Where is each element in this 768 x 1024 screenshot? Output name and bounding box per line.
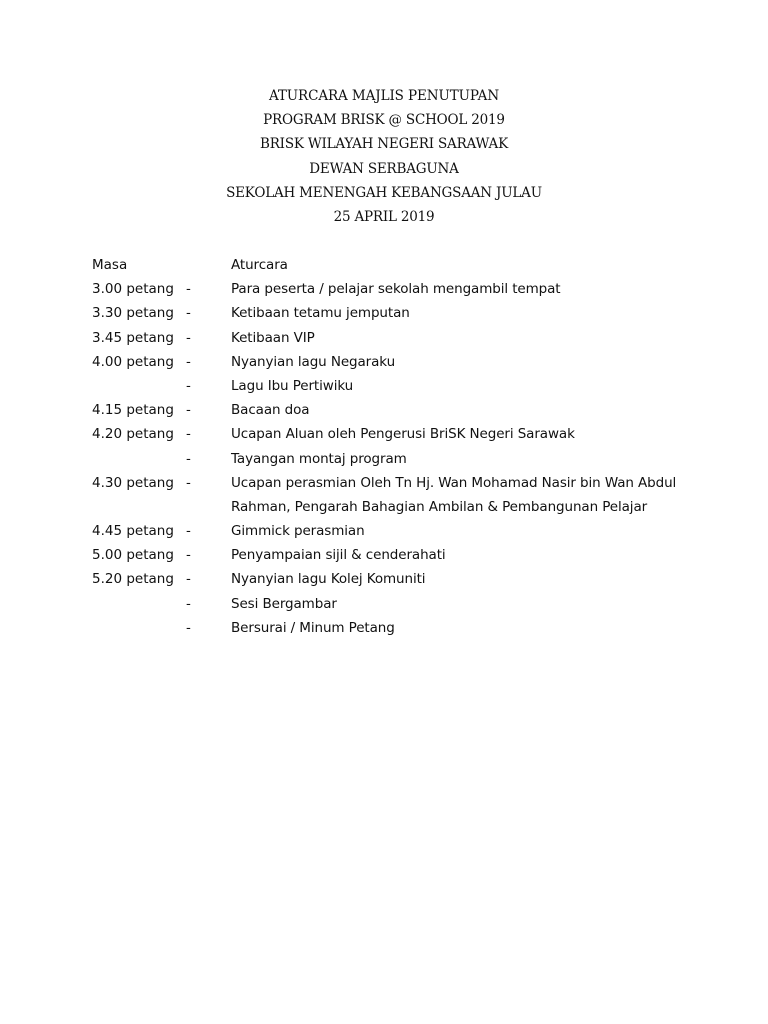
row-item: Lagu Ibu Pertiwiku (231, 377, 354, 394)
row-item: Bacaan doa (231, 402, 310, 419)
column-header-time: Masa (92, 257, 128, 273)
table-row (0, 519, 768, 543)
row-item: Tayangan montaj program (231, 450, 407, 467)
row-dash: - (186, 426, 191, 443)
row-time: 4.00 petang (92, 353, 174, 370)
row-item: Ucapan Aluan oleh Pengerusi BriSK Negeri Sarawak (231, 426, 575, 443)
row-time: 5.20 petang (92, 571, 174, 588)
table-row (0, 326, 768, 350)
table-row (0, 616, 768, 640)
document-header (0, 84, 768, 229)
row-time: 4.45 petang (92, 523, 174, 540)
header-title: ATURCARA MAJLIS PENUTUPAN (268, 88, 500, 104)
row-dash: - (186, 402, 191, 419)
table-row (0, 422, 768, 446)
row-time: 4.30 petang (92, 474, 174, 491)
row-dash: - (186, 595, 191, 612)
row-time: 5.00 petang (92, 547, 174, 564)
row-dash: - (186, 305, 191, 322)
row-dash: - (186, 281, 191, 298)
table-row (0, 374, 768, 398)
row-dash: - (186, 619, 191, 636)
row-time: 3.00 petang (92, 281, 174, 298)
row-item: Ketibaan VIP (231, 329, 315, 346)
row-dash: - (186, 329, 191, 346)
table-row (0, 277, 768, 301)
header-region: BRISK WILAYAH NEGERI SARAWAK (260, 136, 508, 153)
row-dash: - (186, 450, 191, 467)
header-program: PROGRAM BRISK @ SCHOOL 2019 (263, 112, 505, 129)
row-item: Nyanyian lagu Kolej Komuniti (231, 571, 426, 588)
table-row (0, 592, 768, 616)
table-row (0, 447, 768, 471)
row-item: Gimmick perasmian (231, 523, 365, 540)
row-dash: - (186, 547, 191, 564)
row-dash: - (186, 571, 191, 588)
row-dash: - (186, 353, 191, 370)
table-header-row (0, 253, 768, 277)
header-date: 25 APRIL 2019 (333, 208, 435, 225)
table-row (0, 471, 768, 495)
row-dash: - (186, 523, 191, 540)
column-header-item: Aturcara (231, 257, 288, 273)
row-item: Bersurai / Minum Petang (231, 619, 395, 636)
row-item: Penyampaian sijil & cenderahati (231, 547, 446, 564)
row-item: Sesi Bergambar (231, 595, 337, 612)
row-item: Nyanyian lagu Negaraku (231, 353, 396, 370)
table-row (0, 543, 768, 567)
row-item: Rahman, Pengarah Bahagian Ambilan & Pembangunan Pelajar (231, 498, 648, 515)
table-row (0, 398, 768, 422)
schedule-table (0, 253, 768, 640)
row-time: 4.15 petang (92, 402, 174, 419)
row-item: Ketibaan tetamu jemputan (231, 305, 410, 322)
schedule-rows (0, 277, 768, 640)
row-time: 4.20 petang (92, 426, 174, 443)
table-row (0, 567, 768, 591)
row-time: 3.30 petang (92, 305, 174, 322)
row-dash: - (186, 377, 191, 394)
row-time: 3.45 petang (92, 329, 174, 346)
header-school: SEKOLAH MENENGAH KEBANGSAAN JULAU (226, 184, 542, 201)
header-venue: DEWAN SERBAGUNA (309, 160, 459, 177)
table-row (0, 350, 768, 374)
table-row (0, 301, 768, 325)
table-row (0, 495, 768, 519)
row-dash: - (186, 474, 191, 491)
row-item: Ucapan perasmian Oleh Tn Hj. Wan Mohamad Nasir bin Wan Abdul (231, 474, 677, 491)
row-item: Para peserta / pelajar sekolah mengambil tempat (231, 281, 561, 298)
